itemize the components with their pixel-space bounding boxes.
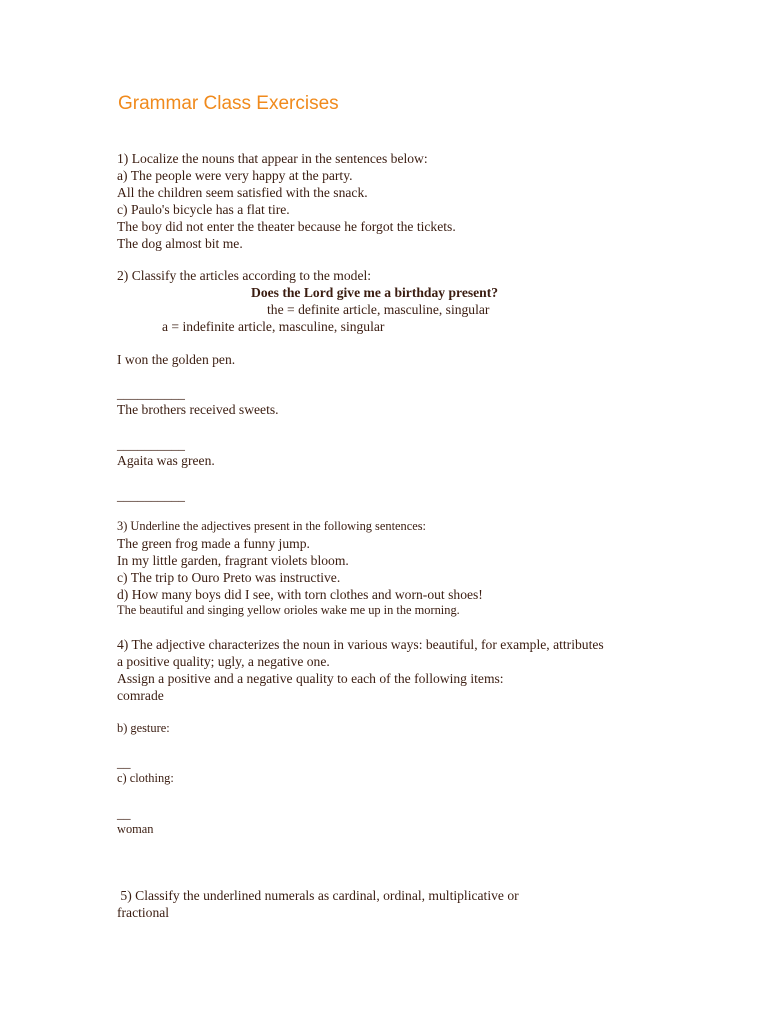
- ex2-sentence-2: The brothers received sweets.: [117, 402, 279, 417]
- ex2-model-question: Does the Lord give me a birthday present?: [251, 285, 499, 300]
- ex2-blank-1: __________: [117, 386, 185, 401]
- page-title: Grammar Class Exercises: [118, 93, 339, 114]
- ex3-line-5: The beautiful and singing yellow orioles wake me up in the morning.: [117, 603, 460, 617]
- ex3-line-1: The green frog made a funny jump.: [117, 536, 310, 551]
- ex2-sentence-1: I won the golden pen.: [117, 352, 236, 367]
- ex2-blank-2: __________: [117, 437, 185, 452]
- ex1-line-2: All the children seem satisfied with the snack.: [117, 185, 368, 200]
- ex1-heading: 1) Localize the nouns that appear in the sentences below:: [117, 151, 428, 166]
- ex4-blank-1: __: [117, 755, 131, 770]
- ex4-item-comrade: comrade: [117, 688, 164, 703]
- ex1-line-1: a) The people were very happy at the party.: [117, 168, 353, 183]
- ex4-blank-2: __: [117, 806, 131, 821]
- ex2-model-a: a = indefinite article, masculine, singular: [162, 319, 385, 334]
- ex4-line-3: Assign a positive and a negative quality to each of the following items:: [117, 671, 504, 686]
- ex1-line-3: c) Paulo's bicycle has a flat tire.: [117, 202, 290, 217]
- ex1-line-5: The dog almost bit me.: [117, 236, 243, 251]
- ex4-item-clothing: c) clothing:: [117, 771, 174, 785]
- ex3-line-4: d) How many boys did I see, with torn clothes and worn-out shoes!: [117, 587, 483, 602]
- ex4-item-gesture: b) gesture:: [117, 721, 170, 735]
- ex2-heading: 2) Classify the articles according to the model:: [117, 268, 372, 283]
- ex3-line-2: In my little garden, fragrant violets bloom.: [117, 553, 349, 568]
- ex2-blank-3: __________: [117, 488, 185, 503]
- ex2-sentence-3: Agaita was green.: [117, 453, 215, 468]
- ex4-item-woman: woman: [117, 822, 154, 836]
- ex3-line-3: c) The trip to Ouro Preto was instructive.: [117, 570, 341, 585]
- ex1-line-4: The boy did not enter the theater because he forgot the tickets.: [117, 219, 456, 234]
- ex4-line-2: a positive quality; ugly, a negative one.: [117, 654, 330, 669]
- ex4-line-1: 4) The adjective characterizes the noun in various ways: beautiful, for example, attributes: [117, 637, 604, 652]
- ex5-line-2: fractional: [117, 905, 170, 920]
- ex3-heading: 3) Underline the adjectives present in the following sentences:: [117, 519, 426, 533]
- ex2-model-the: the = definite article, masculine, singular: [267, 302, 490, 317]
- ex5-line-1: 5) Classify the underlined numerals as cardinal, ordinal, multiplicative or: [117, 888, 519, 903]
